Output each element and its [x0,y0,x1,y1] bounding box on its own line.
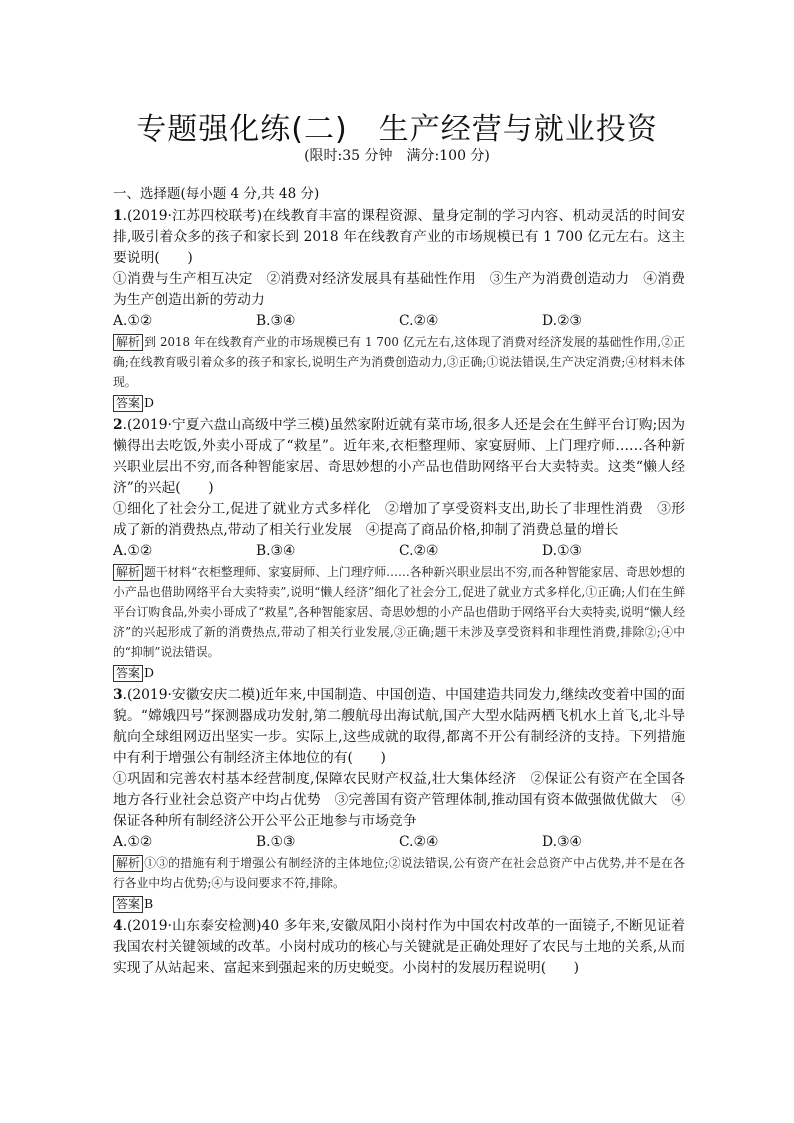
question-statements: ①消费与生产相互决定 ②消费对经济发展具有基础性作用 ③生产为消费创造动力 ④消费为生产创造出新的劳动力 [113,271,685,308]
option-d: D.①③ [542,543,582,559]
option-c: C.②④ [399,543,439,559]
answer-value: D [144,395,155,410]
question-2 [113,415,685,683]
option-a: A.①② [113,543,153,559]
document-content [113,184,685,981]
question-1 [113,206,685,413]
option-row [113,832,685,853]
option-c: C.②④ [399,834,439,850]
option-b: B.①③ [256,834,296,850]
page-subtitle: (限时:35 分钟 满分:100 分) [304,148,490,164]
question-3 [113,685,685,914]
analysis-body: 题干材料“衣柜整理师、家宴厨师、上门理疗师……各种新兴职业层出不穷,而各种智能家居、奇思妙想的小产品也借助网络平台大卖特卖”,说明“懒人经济”细化了社会分工,促进了就业方式多样化,①正确;人们在生鲜平台订购食品,外卖小哥成了“救星”,各种智能家居、奇思妙想的小产品也借助于网络平台大卖特卖,说明“懒人经济”的兴起形成了新的消费热点,带动了相关行业发展,③正确;题干未涉及享受资料和非理性消费,排除②;④中的“抑制”说法错误。 [113,565,686,659]
analysis-body: 到 2018 年在线教育产业的市场规模已有 1 700 亿元左右,这体现了消费对经济发展的基础性作用,②正确;在线教育吸引着众多的孩子和家长,说明生产为消费创造动力,③正确;①说法错误,生产决定消费;④材料未体现。 [113,335,685,389]
answer-value: B [144,896,154,911]
option-b: B.③④ [256,313,296,329]
option-d: D.③④ [542,834,582,850]
question-stem [113,206,685,269]
option-row [113,311,685,332]
question-statements: ①巩固和完善农村基本经营制度,保障农民财产权益,壮大集体经济 ②保证公有资产在全国各地方各行业社会总资产中均占优势 ③完善国有资产管理体制,推动国有资本做强做优做大 ④保证各种所有制经济公开公平公正地参与市场竞争 [113,771,685,829]
answer-tag: 答案 [113,395,143,412]
option-a: A.①② [113,313,153,329]
question-number: 3 [113,687,123,703]
question-text: .(2019·山东泰安检测)40 多年来,安徽凤阳小岗村作为中国农村改革的一面镜子,不断见证着我国农村关键领域的改革。小岗村成功的核心与关键就是正确处理好了农民与土地的关系,从而实现了从站起来、富起来到强起来的历史蜕变。小岗村的发展历程说明( ) [113,918,685,976]
question-number: 1 [113,208,123,224]
question-stem [113,415,685,499]
section-heading: 一、选择题(每小题 4 分,共 48 分) [113,186,320,202]
question-text: .(2019·江苏四校联考)在线教育丰富的课程资源、量身定制的学习内容、机动灵活的时间安排,吸引着众多的孩子和家长到 2018 年在线教育产业的市场规模已有 1 700 亿元左右。这主要说明( ) [113,208,685,266]
question-4 [113,916,685,979]
analysis-text [113,853,685,893]
page-title: 专题强化练(二) 生产经营与就业投资 [136,112,658,147]
analysis-tag: 解析 [113,855,143,872]
answer-value: D [144,665,155,680]
answer-tag: 答案 [113,665,143,682]
option-d: D.②③ [542,313,582,329]
option-b: B.③④ [256,543,296,559]
analysis-body: ①③的措施有利于增强公有制经济的主体地位;②说法错误,公有资产在社会总资产中占优势,并不是在各行各业中均占优势;④与设问要求不符,排除。 [113,856,685,890]
question-statements: ①细化了社会分工,促进了就业方式多样化 ②增加了享受资料支出,助长了非理性消费 ③形成了新的消费热点,带动了相关行业发展 ④提高了商品价格,抑制了消费总量的增长 [113,501,685,538]
analysis-text [113,332,685,392]
analysis-text [113,562,685,662]
analysis-tag: 解析 [113,564,143,581]
question-number: 4 [113,918,123,934]
answer-line [113,893,685,914]
answer-line [113,392,685,413]
option-a: A.①② [113,834,153,850]
question-text: .(2019·宁夏六盘山高级中学三模)虽然家附近就有菜市场,很多人还是会在生鲜平台订购;因为懒得出去吃饭,外卖小哥成了“救星”。近年来,衣柜整理师、家宴厨师、上门理疗师……各种新兴职业层出不穷,而各种智能家居、奇思妙想的小产品也借助网络平台大卖特卖。这类“懒人经济”的兴起( ) [113,417,685,496]
option-c: C.②④ [399,313,439,329]
answer-tag: 答案 [113,896,143,913]
question-number: 2 [113,417,123,433]
option-row [113,541,685,562]
question-text: .(2019·安徽安庆二模)近年来,中国制造、中国创造、中国建造共同发力,继续改变着中国的面貌。“嫦娥四号”探测器成功发射,第二艘航母出海试航,国产大型水陆两栖飞机水上首飞,北斗导航向全球组网迈出坚实一步。实际上,这些成就的取得,都离不开公有制经济的支持。下列措施中有利于增强公有制经济主体地位的有( ) [113,687,685,766]
analysis-tag: 解析 [113,334,143,351]
question-stem [113,685,685,769]
answer-line [113,662,685,683]
question-stem [113,916,685,979]
